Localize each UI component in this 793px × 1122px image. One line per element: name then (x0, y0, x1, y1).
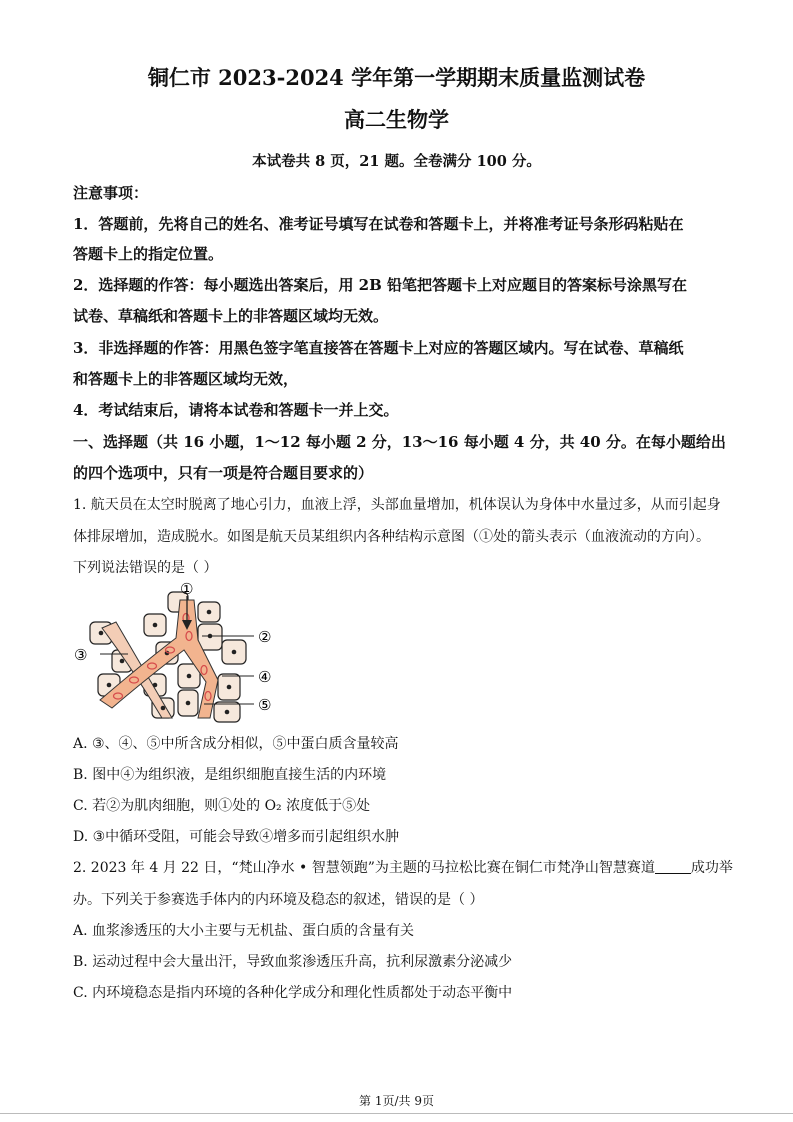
note-line: 答题卡上的指定位置。 (73, 245, 224, 263)
exam-title: 铜仁市 2023-2024 学年第一学期期末质量监测试卷 (147, 65, 646, 90)
nucleus (99, 631, 104, 636)
q2-stem (73, 857, 733, 877)
q1-option-a: A. ③、④、⑤中所含成分相似，⑤中蛋白质含量较高 (73, 736, 399, 752)
nucleus (207, 610, 212, 615)
note-line: 和答题卡上的非答题区域均无效， (73, 370, 299, 388)
q1-stem: 体排尿增加，造成脱水。如图是航天员某组织内各种结构示意图（①处的箭头表示（血液流动的方向）。 (73, 529, 710, 545)
q1-stem: 1. 航天员在太空时脱离了地心引力，血液上浮，头部血量增加，机体误认为身体中水量过多，从而引起身 (73, 497, 721, 513)
q1-stem: 下列说法错误的是（ ） (73, 560, 218, 576)
fill-blank (655, 859, 691, 874)
nucleus (153, 623, 158, 628)
q2-option-b: B. 运动过程中会大量出汗，导致血浆渗透压升高，抗利尿激素分泌减少 (73, 954, 513, 970)
note-line: 2．选择题的作答：每小题选出答案后，用 2B 铅笔把答题卡上对应题目的答案标号涂黑写在 (73, 276, 688, 294)
q2-option-a: A. 血浆渗透压的大小主要与无机盐、蛋白质的含量有关 (73, 923, 415, 939)
nucleus (107, 683, 112, 688)
q1-option-b: B. 图中④为组织液，是组织细胞直接生活的内环境 (73, 767, 387, 783)
label-1: ① (180, 580, 194, 598)
nucleus (187, 674, 192, 679)
nucleus (153, 683, 158, 688)
label-3: ③ (74, 646, 88, 664)
exam-info: 本试卷共 8 页，21 题。全卷满分 100 分。 (252, 153, 541, 170)
q1-option-d: D. ③中循环受阻，可能会导致④增多而引起组织水肿 (73, 829, 400, 845)
nucleus (227, 685, 232, 690)
page-bottom-rule (0, 1113, 793, 1114)
nucleus (186, 701, 191, 706)
notes-heading: 注意事项： (73, 184, 149, 202)
q2-stem-part2: 成功举 (690, 860, 733, 876)
nucleus (120, 659, 125, 664)
tissue-diagram (72, 578, 282, 723)
subject-title: 高二生物学 (344, 107, 449, 132)
note-line: 4．考试结束后，请将本试卷和答题卡一并上交。 (73, 401, 399, 419)
note-line: 试卷、草稿纸和答题卡上的非答题区域均无效。 (73, 307, 389, 325)
note-line: 3．非选择题的作答：用黑色签字笔直接答在答题卡上对应的答题区域内。写在试卷、草稿纸 (73, 339, 684, 357)
section-heading: 一、选择题（共 16 小题，1～12 每小题 2 分，13～16 每小题 4 分，共 40 分。在每小题给出 (73, 433, 726, 451)
q2-option-c: C. 内环境稳态是指内环境的各种化学成分和理化性质都处于动态平衡中 (73, 985, 513, 1001)
nucleus (232, 650, 237, 655)
label-2: ② (258, 628, 272, 646)
nucleus (225, 710, 230, 715)
page-number: 第 1页/共 9页 (359, 1094, 434, 1108)
label-5: ⑤ (258, 696, 272, 714)
nucleus (161, 706, 166, 711)
note-line: 1．答题前，先将自己的姓名、准考证号填写在试卷和答题卡上，并将准考证号条形码粘贴在 (73, 215, 684, 233)
q1-option-c: C. 若②为肌肉细胞，则①处的 O₂ 浓度低于⑤处 (73, 798, 371, 814)
label-4: ④ (258, 668, 272, 686)
q2-stem: 办。下列关于参赛选手体内的内环境及稳态的叙述，错误的是（ ） (73, 892, 484, 908)
q2-stem-part1: 2. 2023 年 4 月 22 日，“梵山净水 • 智慧领跑”为主题的马拉松比赛在铜仁市梵净山智慧赛道 (73, 860, 655, 876)
section-heading-cont: 的四个选项中，只有一项是符合题目要求的） (73, 464, 374, 482)
